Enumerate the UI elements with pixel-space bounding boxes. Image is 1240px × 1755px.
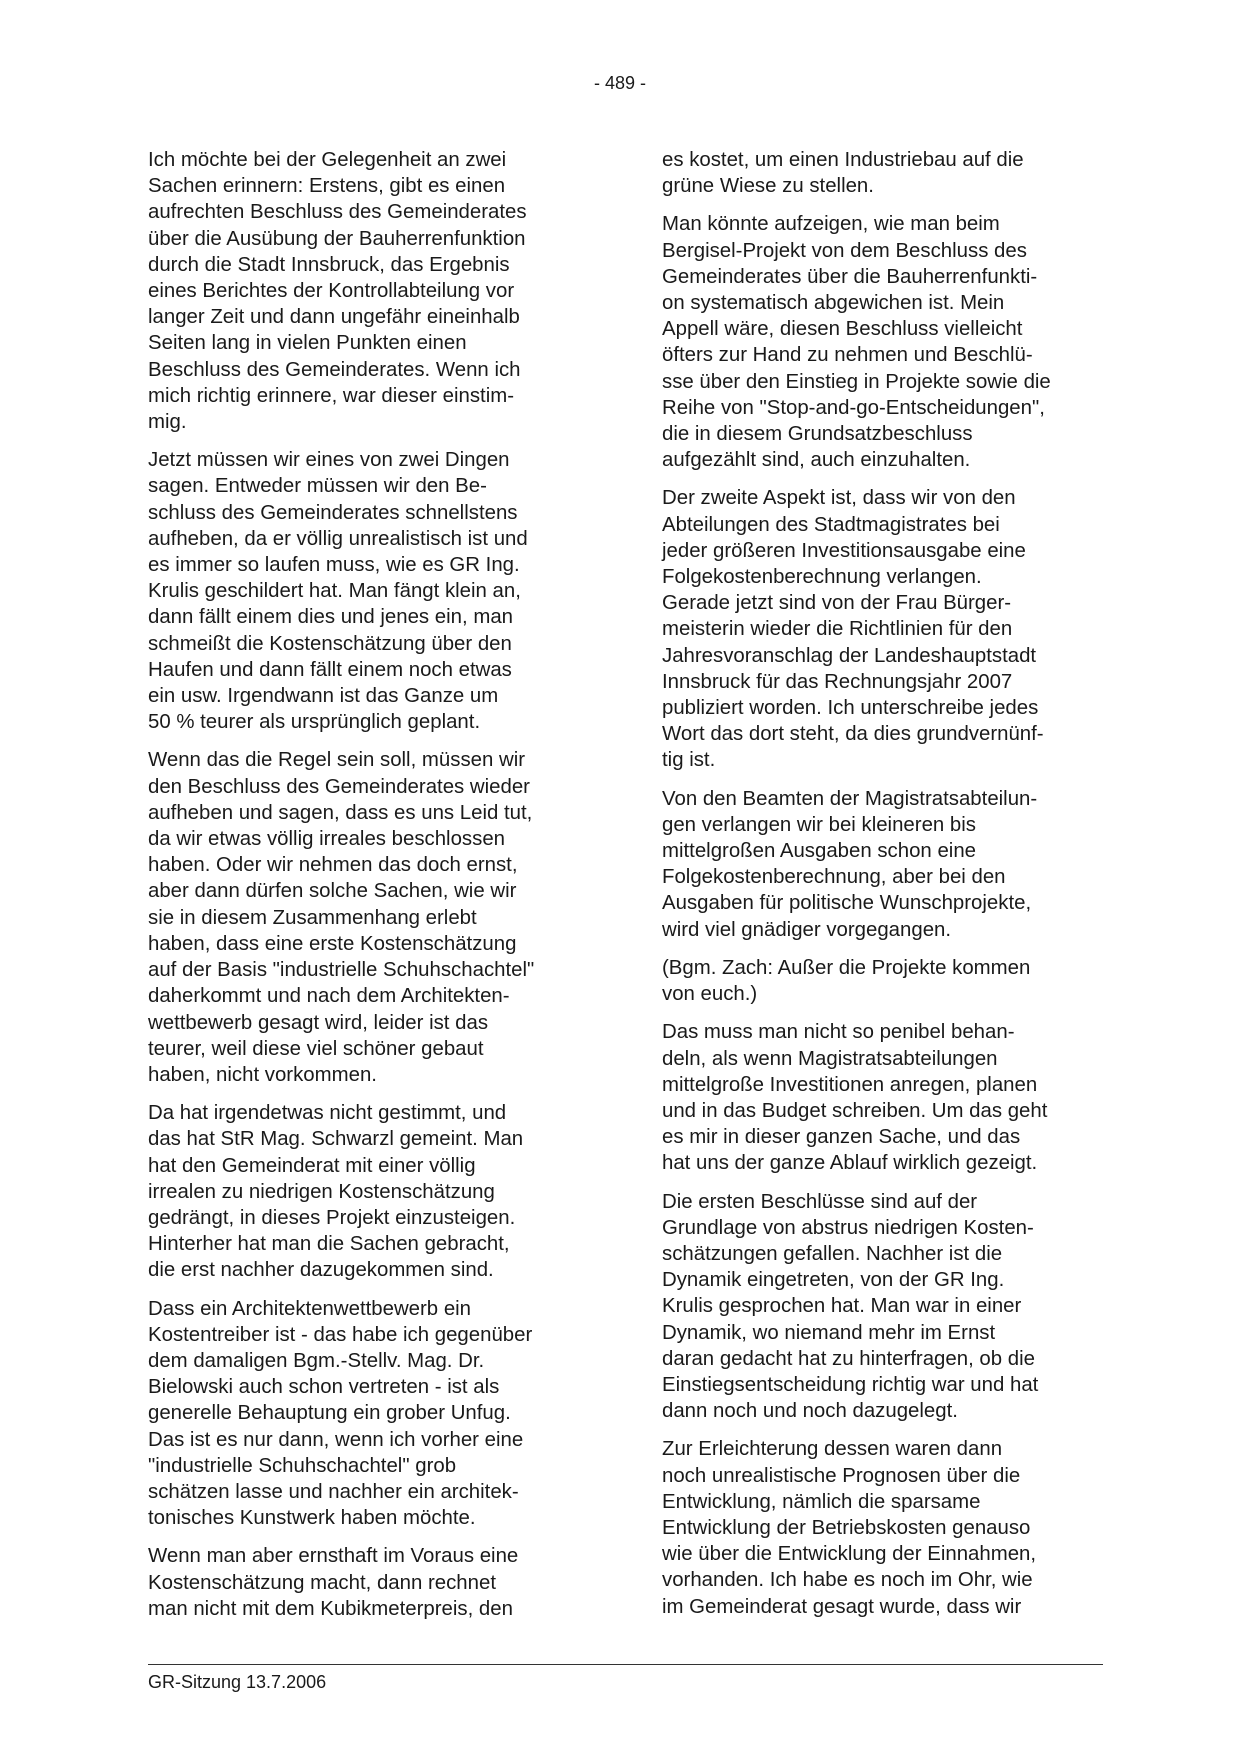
paragraph: Ich möchte bei der Gelegenheit an zwei Sachen erinnern: Erstens, gibt es einen aufrechten Beschluss des Gemeinderates über die Ausübung der Bauherrenfunktion durch die Stadt Innsbruck, das Ergebnis eines Berichtes der Kontrollabteilung vor langer Zeit und dann ungefähr eineinhalb Seiten lang in vielen Punkten einen Beschluss des Gemeinderates. Wenn ich mich richtig erinnere, war dieser einstim- mig. [148,149,527,434]
paragraph: Dass ein Architektenwettbewerb ein Kostentreiber ist - das habe ich gegenüber dem damaligen Bgm.-Stellv. Mag. Dr. Bielowski auch schon vertreten - ist als generelle Behauptung ein grober Unfug. Das ist es nur dann, wenn ich vorher eine "industrielle Schuhschachtel" grob schätzen lasse und nachher ein architek- tonisches Kunstwerk haben möchte. [148,1297,533,1530]
page-number: - 489 - [593,73,647,93]
paragraph: Wenn das die Regel sein soll, müssen wir den Beschluss des Gemeinderates wieder aufheben und sagen, dass es uns Leid tut, da wir etwas völlig irreales beschlossen haben. Oder wir nehmen das doch ernst, aber dann dürfen solche Sachen, wie wir sie in diesem Zusammenhang erlebt haben, dass eine erste Kostenschätzung auf der Basis "industrielle Schuhschachtel" daherkommt und nach dem Architekten- wettbewerb gesagt wird, leider ist das teurer, weil diese viel schöner gebaut haben, nicht vorkommen. [148,749,535,1086]
paragraph: Da hat irgendetwas nicht gestimmt, und das hat StR Mag. Schwarzl gemeint. Man hat den Gemeinderat mit einer völlig irrealen zu niedrigen Kostenschätzung gedrängt, in dieses Projekt einzusteigen. Hinterher hat man die Sachen gebracht, die erst nachher dazugekommen sind. [148,1102,524,1282]
paragraph: Das muss man nicht so penibel behan- deln, als wenn Magistratsabteilungen mittelgroße Investitionen anregen, planen und in das Budget schreiben. Um das geht es mir in dieser ganzen Sache, und das hat uns der ganze Ablauf wirklich gezeigt. [662,1021,1048,1175]
paragraph: Zur Erleichterung dessen waren dann noch unrealistische Prognosen über die Entwicklung, nämlich die sparsame Entwicklung der Betriebskosten genauso wie über die Entwicklung der Einnahmen, vorhanden. Ich habe es noch im Ohr, wie im Gemeinderat gesagt wurde, dass wir [662,1438,1037,1618]
footer-divider [148,1664,1103,1665]
paragraph: Jetzt müssen wir eines von zwei Dingen sagen. Entweder müssen wir den Be- schluss des Gemeinderates schnellstens aufheben, da er völlig unrealistisch ist und es immer so laufen muss, wie es GR Ing. Krulis geschildert hat. Man fängt klein an, dann fällt einem dies und jenes ein, man schmeißt die Kostenschätzung über den Haufen und dann fällt einem noch etwas ein usw. Irgendwann ist das Ganze um 50 % teurer als ursprünglich geplant. [148,449,528,734]
interjection-paragraph: (Bgm. Zach: Außer die Projekte kommen von euch.) [662,956,1031,1006]
paragraph: Man könnte aufzeigen, wie man beim Bergisel-Projekt von dem Beschluss des Gemeinderates über die Bauherrenfunkti- on systematisch abgewichen ist. Mein Appell wäre, diesen Beschluss vielleicht öfters zur Hand zu nehmen und Beschlü- sse über den Einstieg in Projekte sowie die Reihe von "Stop-and-go-Entscheidungen", die in diesem Grundsatzbeschluss aufgezählt sind, auch einzuhalten. [662,213,1051,472]
right-text-column [662,147,1110,1632]
paragraph: Die ersten Beschlüsse sind auf der Grundlage von abstrus niedrigen Kosten- schätzungen gefallen. Nachher ist die Dynamik eingetreten, von der GR Ing. Krulis gesprochen hat. Man war in einer Dynamik, wo niemand mehr im Ernst daran gedacht hat zu hinterfragen, ob die Einstiegsentscheidung richtig war und hat dann noch und noch dazugelegt. [662,1190,1039,1423]
left-text-column [148,147,596,1634]
paragraph: Der zweite Aspekt ist, dass wir von den Abteilungen des Stadtmagistrates bei jeder größeren Investitionsausgabe eine Folgekostenberechnung verlangen. Gerade jetzt sind von der Frau Bürger- meisterin wieder die Richtlinien für den Jahresvoranschlag der Landeshauptstadt Innsbruck für das Rechnungsjahr 2007 publiziert worden. Ich unterschreibe jedes Wort das dort steht, da dies grundvernünf- tig ist. [662,487,1044,772]
footer-session-label: GR-Sitzung 13.7.2006 [148,1672,327,1692]
paragraph: Wenn man aber ernsthaft im Voraus eine Kostenschätzung macht, dann rechnet man nicht mit dem Kubikmeterpreis, den [148,1545,519,1620]
paragraph: es kostet, um einen Industriebau auf die grüne Wiese zu stellen. [662,149,1024,198]
paragraph: Von den Beamten der Magistratsabteilun- gen verlangen wir bei kleineren bis mittelgroßen Ausgaben schon eine Folgekostenberechnung, aber bei den Ausgaben für politische Wunschprojekte, wird viel gnädiger vorgegangen. [662,787,1038,941]
